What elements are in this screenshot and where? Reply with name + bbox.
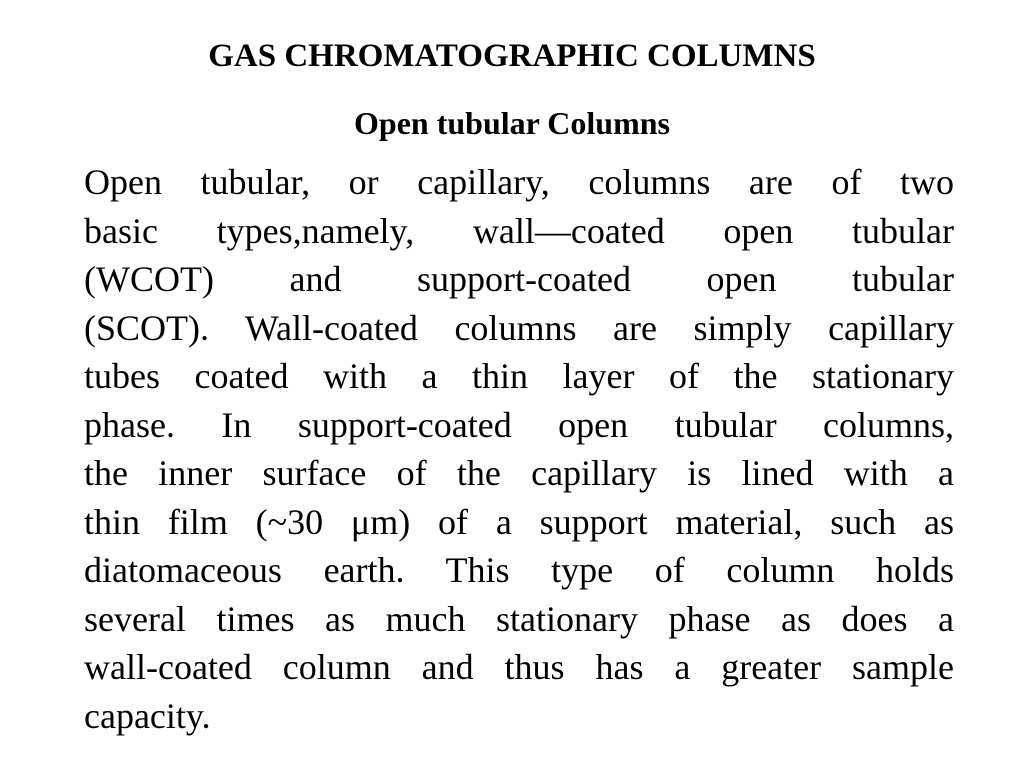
slide-subtitle: Open tubular Columns xyxy=(354,105,670,141)
body-line: capacity. xyxy=(84,695,211,736)
slide-title: GAS CHROMATOGRAPHIC COLUMNS xyxy=(208,38,816,74)
body-line: thin film (~30 μm) of a support material, such as xyxy=(84,501,954,542)
body-line: wall-coated column and thus has a greater sample xyxy=(84,647,954,687)
body-line: the inner surface of the capillary is lined with a xyxy=(84,453,954,493)
body-line: (WCOT) and support-coated open tubular xyxy=(84,259,954,299)
body-line: basic types,namely, wall—coated open tubular xyxy=(84,210,954,251)
body-line: Open tubular, or capillary, columns are of two xyxy=(84,162,954,202)
body-line: tubes coated with a thin layer of the stationary xyxy=(84,356,954,396)
body-line: diatomaceous earth. This type of column holds xyxy=(84,550,954,590)
body-line: several times as much stationary phase as does a xyxy=(84,598,954,639)
body-paragraph xyxy=(84,158,954,740)
body-line: (SCOT). Wall-coated columns are simply capillary xyxy=(84,307,954,348)
body-line: phase. In support-coated open tubular columns, xyxy=(84,404,954,445)
